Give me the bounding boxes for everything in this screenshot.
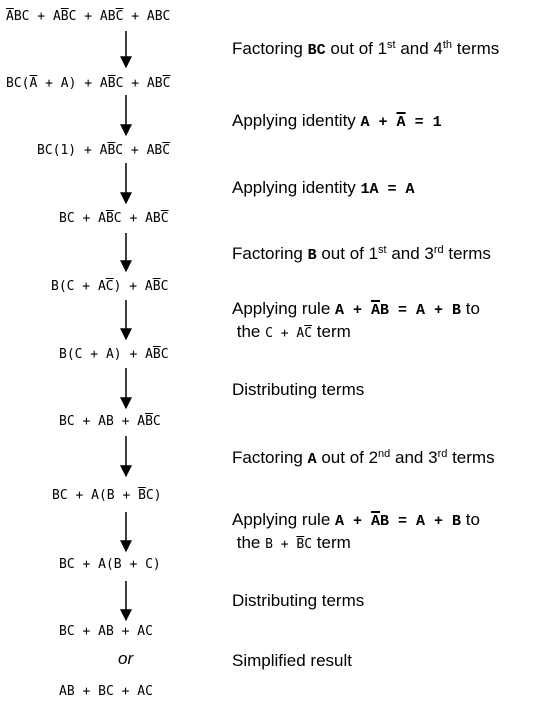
- expr-11: [59, 684, 153, 700]
- negated-variable: $\overline{B}$: [152, 279, 161, 294]
- or-label: or: [118, 649, 134, 668]
- note-5: Applying rule $A + \overline{A}B = A + B$ to the $C + A\overline{C}$ term: [232, 299, 480, 341]
- expr-segment: C: [160, 347, 169, 362]
- expr-10: [59, 624, 153, 640]
- expr-2: [6, 76, 170, 92]
- expr-segment: C: [152, 414, 161, 429]
- expr-segment: + A) + A: [37, 76, 108, 91]
- expr-segment: BC + AB + A: [59, 414, 146, 429]
- note-10: Simplified result: [232, 651, 352, 670]
- expr-segment: BC + AB + AC: [59, 624, 153, 639]
- expr-9: [59, 557, 161, 573]
- negated-variable: $\overline{B}$: [107, 76, 116, 91]
- expr-segment: + ABC: [123, 9, 171, 24]
- negated-variable: $\overline{B}$: [145, 414, 153, 429]
- expr-segment: C: [160, 279, 169, 294]
- note-3: Applying identity 1A = A: [232, 178, 415, 198]
- negated-variable: $\overline{C}$: [105, 279, 114, 294]
- expr-segment: BC + A(B +: [52, 488, 139, 503]
- expr-segment: C): [145, 488, 162, 503]
- expr-8: [52, 488, 162, 504]
- expr-segment: B(C + A) + A: [59, 347, 153, 362]
- negated-variable: $\overline{B}$: [138, 488, 146, 503]
- expr-6: [59, 347, 169, 363]
- expr-segment: BC(1) + A: [37, 143, 108, 158]
- expr-1: [6, 9, 170, 25]
- expr-4: [59, 211, 169, 227]
- note-4: Factoring B out of 1st and 3rd terms: [232, 244, 491, 264]
- negated-variable: $\overline{C}$: [162, 143, 171, 158]
- expr-5: [51, 279, 168, 295]
- expr-segment: BC + A: [13, 9, 61, 24]
- negated-variable: $\overline{A}$: [29, 76, 38, 91]
- expr-segment: BC(: [6, 76, 30, 91]
- expr-segment: C + AB: [113, 211, 161, 226]
- expr-segment: BC + A: [59, 211, 106, 226]
- expr-3: [37, 143, 170, 159]
- note-9: Distributing terms: [232, 591, 365, 610]
- negated-variable: $\overline{B}$: [60, 9, 69, 24]
- expr-7: [59, 414, 161, 430]
- note-2: Applying identity $A + \overline{A} = 1$: [232, 111, 442, 131]
- negated-variable: $\overline{C}$: [160, 211, 169, 226]
- negated-variable: $\overline{A}$: [6, 9, 14, 24]
- negated-variable: $\overline{B}$: [152, 347, 161, 362]
- negated-variable: $\overline{C}$: [115, 9, 124, 24]
- note-1: Factoring BC out of 1st and 4th terms: [232, 39, 500, 59]
- negated-variable: $\overline{C}$: [162, 76, 171, 91]
- expr-segment: AB + BC + AC: [59, 684, 153, 699]
- note-8: Applying rule $A + \overline{A}B = A + B$ to the $B + \overline{B}C$ term: [232, 510, 480, 552]
- expr-segment: BC + A(B + C): [59, 557, 161, 572]
- expr-segment: ) + A: [113, 279, 153, 294]
- expr-segment: C + AB: [115, 143, 163, 158]
- expr-segment: C + AB: [115, 76, 163, 91]
- negated-variable: $\overline{B}$: [105, 211, 114, 226]
- negated-variable: $\overline{B}$: [107, 143, 116, 158]
- expr-segment: B(C + A: [51, 279, 106, 294]
- expr-segment: C + AB: [68, 9, 116, 24]
- note-6: Distributing terms: [232, 380, 365, 399]
- note-7: Factoring A out of 2nd and 3rd terms: [232, 448, 495, 468]
